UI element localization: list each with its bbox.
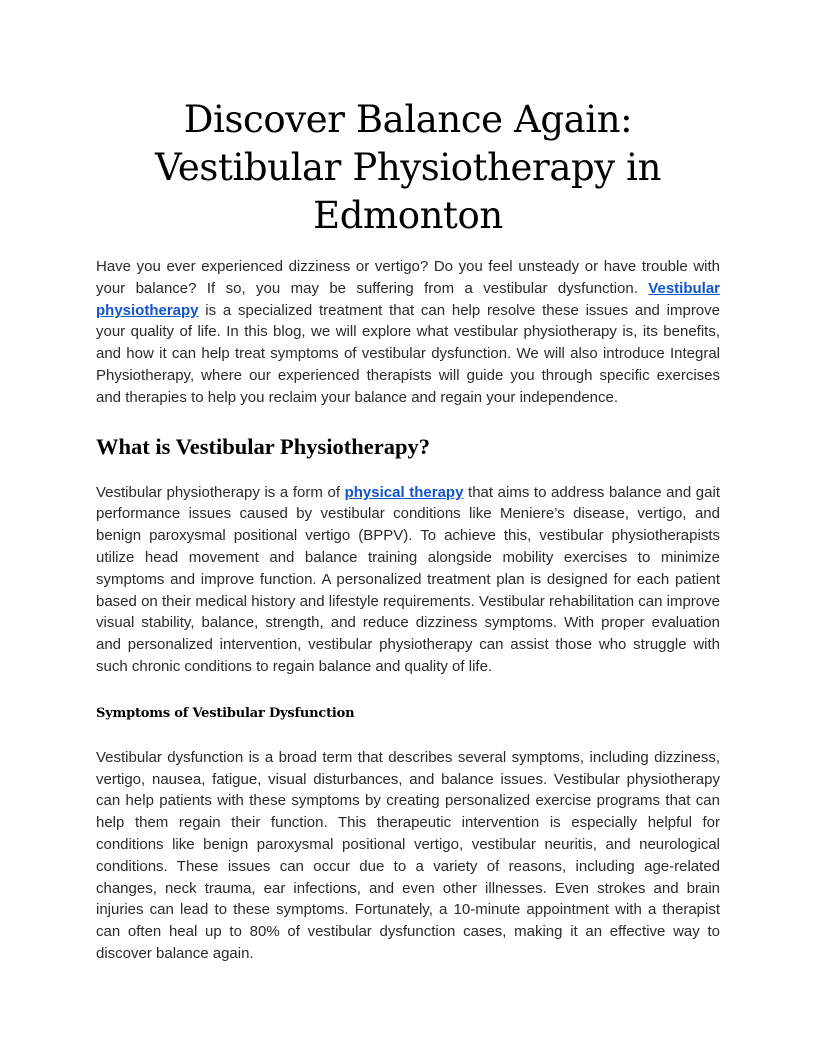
what-is-paragraph <box>96 482 720 678</box>
what-is-text-end: that aims to address balance and gait performance issues caused by vestibular conditions like Meniere’s disease, vertigo, and benign paroxysmal positional vertigo (BPPV). To achieve this, vestibular physiotherapists utilize head movement and balance training alongside mobility exercises to minimize symptoms and improve function. A personalized treatment plan is designed for each patient based on their medical history and lifestyle requirements. Vestibular rehabilitation can improve visual stability, balance, strength, and reduce dizziness symptoms. With proper evaluation and personalized intervention, vestibular physiotherapy can assist those who struggle with such chronic conditions to regain balance and quality of life. <box>96 483 720 675</box>
document-page <box>96 96 720 965</box>
section-heading-symptoms: Symptoms of Vestibular Dysfunction <box>96 705 355 721</box>
section-heading-what-is: What is Vestibular Physiotherapy? <box>96 433 431 459</box>
intro-text-start: Have you ever experienced dizziness or vertigo? Do you feel unsteady or have trouble with your balance? If so, you may be suffering from a vestibular dysfunction. <box>96 258 720 297</box>
intro-text-end: is a specialized treatment that can help resolve these issues and improve your quality of life. In this blog, we will explore what vestibular physiotherapy is, its benefits, and how it can help treat symptoms of vestibular dysfunction. We will also introduce Integral Physiotherapy, where our experienced therapists will guide you through specific exercises and therapies to help you reclaim your balance and regain your independence. <box>96 301 720 406</box>
vestibular-physiotherapy-link[interactable]: Vestibular physiotherapy <box>96 279 720 319</box>
what-is-text-start: Vestibular physiotherapy is a form of <box>96 483 345 501</box>
intro-paragraph <box>96 256 720 409</box>
physical-therapy-link[interactable]: physical therapy <box>344 483 464 501</box>
document-title: Discover Balance Again: Vestibular Physiotherapy in Edmonton <box>154 98 662 237</box>
symptoms-paragraph: Vestibular dysfunction is a broad term that describes several symptoms, including dizziness, vertigo, nausea, fatigue, visual disturbances, and balance issues. Vestibular physiotherapy can help patients with these symptoms by creating personalized exercise programs that can help them regain their function. This therapeutic intervention is especially helpful for conditions like benign paroxysmal positional vertigo, vestibular neuritis, and neurological conditions. These issues can occur due to a variety of reasons, including age-related changes, neck trauma, ear infections, and even other illnesses. Even strokes and brain injuries can lead to these symptoms. Fortunately, a 10-minute appointment with a therapist can often heal up to 80% of vestibular dysfunction cases, making it an effective way to discover balance again. <box>96 748 720 962</box>
